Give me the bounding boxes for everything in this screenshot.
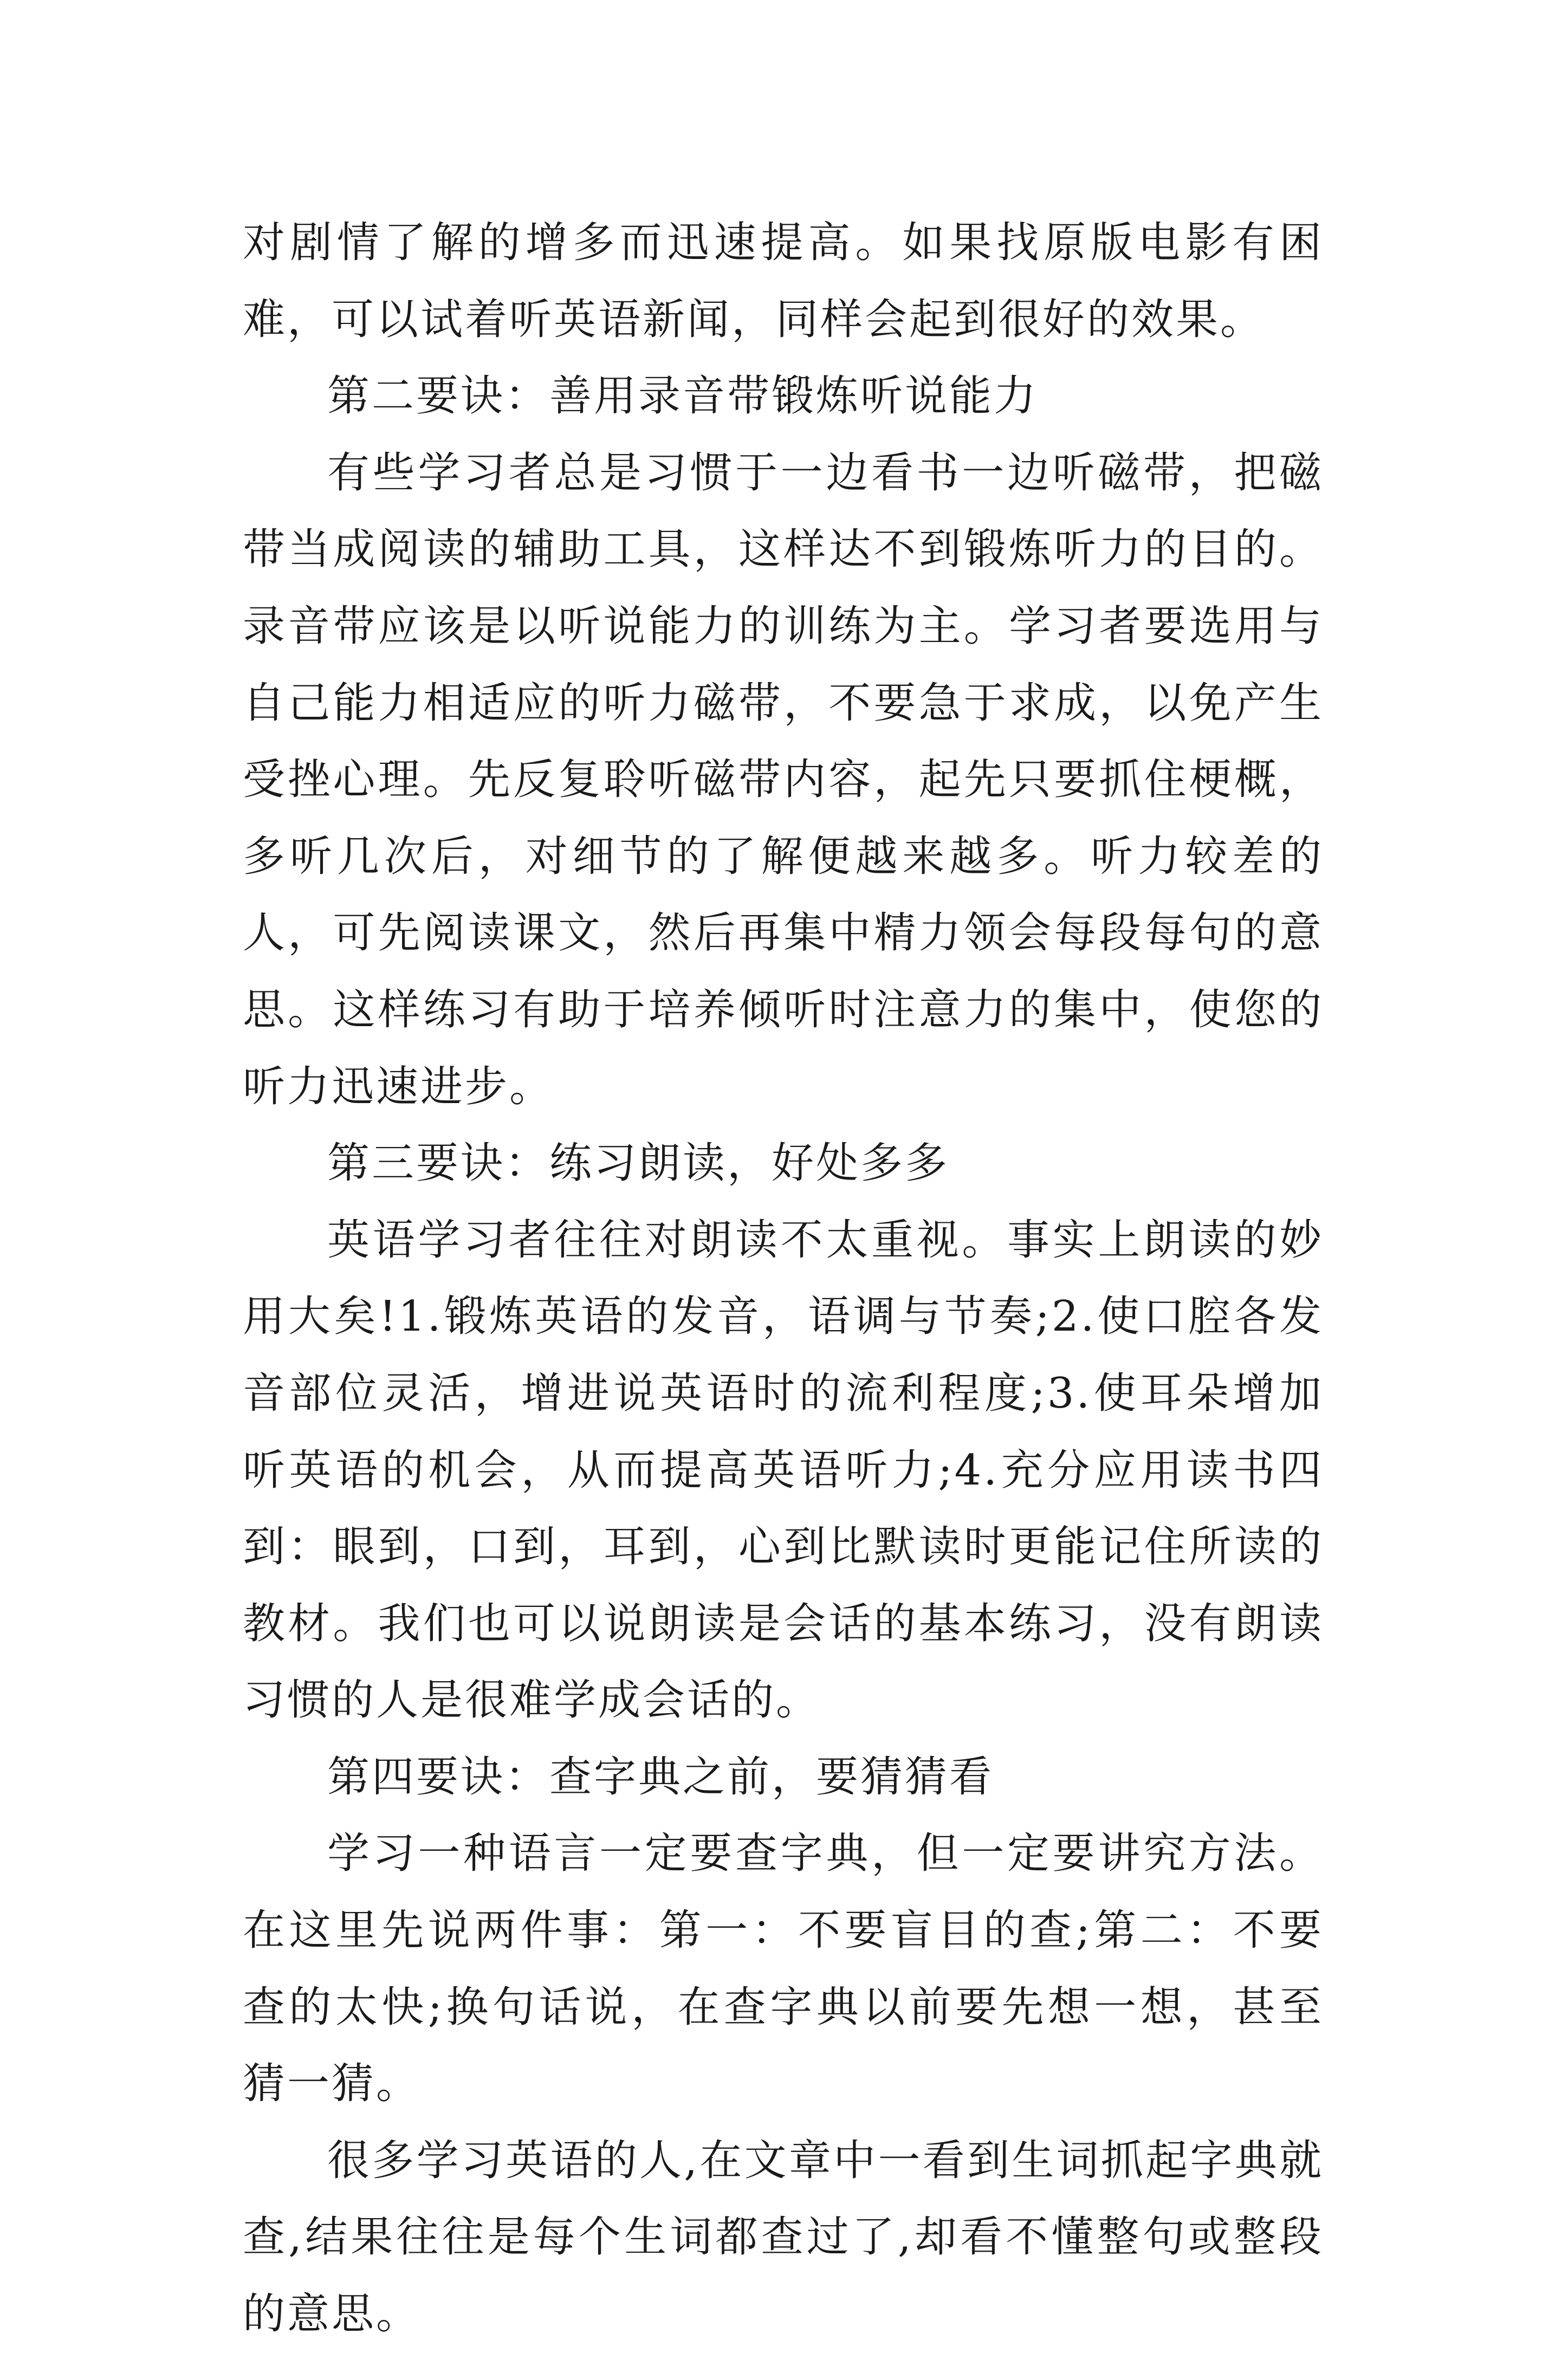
paragraph-dictionary-method: 学习一种语言一定要查字典，但一定要讲究方法。在这里先说两件事：第一：不要盲目的查;第二：不要查的太快;换句话说，在查字典以前要先想一想，甚至猜一猜。 [243,1829,1324,2109]
paragraph-tape-listening: 有些学习者总是习惯于一边看书一边听磁带，把磁带当成阅读的辅助工具，这样达不到锻炼听力的目的。录音带应该是以听说能力的训练为主。学习者要选用与自己能力相适应的听力磁带，不要急于求成，以免产生受挫心理。先反复聆听磁带内容，起先只要抓住梗概，多听几次后，对细节的了解便越来越多。听力较差的人，可先阅读课文，然后再集中精力领会每段每句的意思。这样练习有助于培养倾听时注意力的集中，使您的听力迅速进步。 [243,448,1324,1111]
paragraph-intro-continuation: 对剧情了解的增多而迅速提高。如果找原版电影有困难，可以试着听英语新闻，同样会起到很好的效果。 [243,218,1324,344]
section-heading-4: 第四要诀：查字典之前，要猜猜看 [327,1752,994,1801]
section-heading-2: 第二要诀：善用录音带锻炼听说能力 [327,372,1039,421]
section-heading-3: 第三要诀：练习朗读，好处多多 [327,1139,950,1188]
document-body [243,205,1324,2353]
paragraph-dictionary-misuse: 很多学习英语的人,在文章中一看到生词抓起字典就查,结果往往是每个生词都查过了,却看不懂整句或整段的意思。 [243,2136,1324,2339]
paragraph-reading-aloud: 英语学习者往往对朗读不太重视。事实上朗读的妙用大矣!1.锻炼英语的发音，语调与节奏;2.使口腔各发音部位灵活，增进说英语时的流利程度;3.使耳朵增加听英语的机会，从而提高英语听力;4.充分应用读书四到：眼到，口到，耳到，心到比默读时更能记住所读的教材。我们也可以说朗读是会话的基本练习，没有朗读习惯的人是很难学成会话的。 [243,1215,1324,1725]
